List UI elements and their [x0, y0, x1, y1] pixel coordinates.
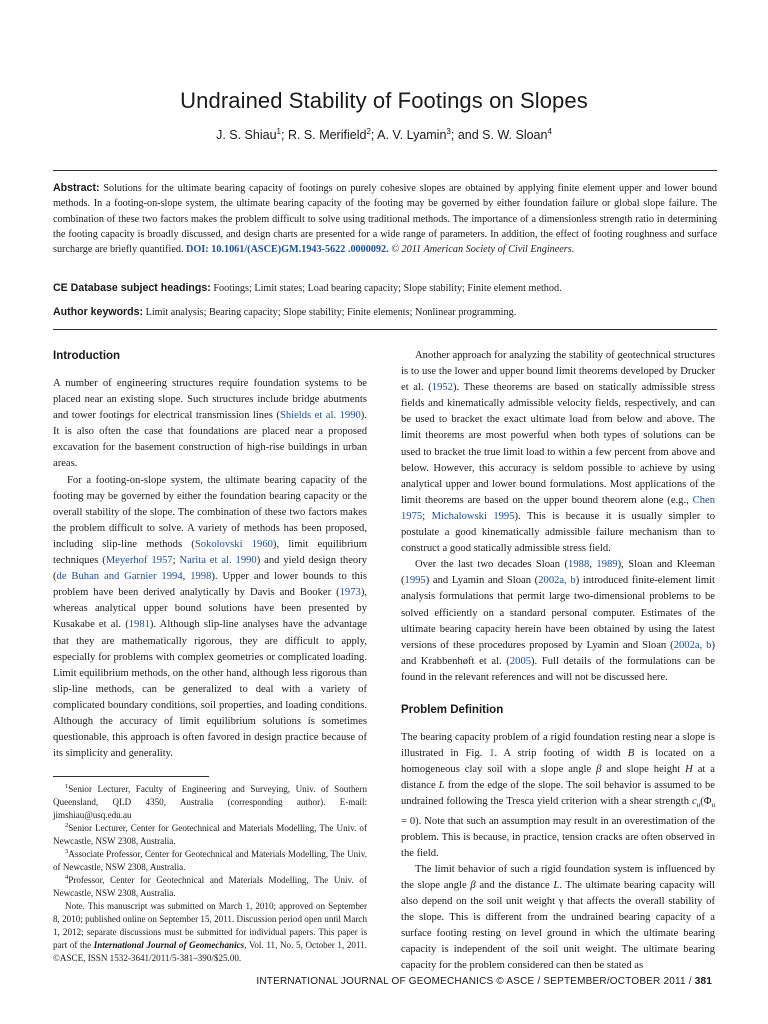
- footnote-divider: [53, 776, 209, 777]
- subject-headings-label: CE Database subject headings:: [53, 282, 211, 294]
- math-symbol: L: [553, 879, 560, 891]
- footnote-mark: 3: [65, 848, 69, 856]
- text-run: at a distance: [401, 764, 715, 792]
- citation-link[interactable]: 2005: [509, 655, 532, 667]
- text-run: Another approach for analyzing the stability of geotechnical structures is to use the lower and upper bound limit theorems developed by Drucker et al. (: [401, 350, 715, 394]
- math-symbol: (Φ: [700, 796, 712, 808]
- figure-link[interactable]: 1: [489, 748, 495, 760]
- paragraph: [401, 348, 715, 557]
- author-keywords: [53, 305, 717, 320]
- text-run: ) and Krabbenhøft et al. (: [401, 639, 716, 667]
- paper-title: Undrained Stability of Footings on Slopes: [180, 88, 588, 113]
- footnote-text: Senior Lecturer, Center for Geotechnical and Materials Modelling, The Univ. of Newcastle, NSW 2308, Australia.: [53, 823, 367, 847]
- text-run: Over the last two decades Sloan (: [415, 559, 569, 571]
- text-run: . A strip footing of width: [494, 748, 628, 760]
- text-run: ,: [182, 571, 191, 583]
- footnote: [53, 874, 367, 900]
- footnote-text: Professor, Center for Geotechnical and Materials Modelling, The Univ. of Newcastle, NSW 2308, Australia.: [53, 875, 367, 899]
- text-run: ). Although slip-line analyses have the advantage that they are mathematically rigorous, they are difficult to apply, especially for problems with complex geometries or complicated loading. Limit equilibrium methods, on the other hand, although less rigorous than slip-line methods, can be generalized to deal with a variety of complicated boundary conditions, soil properties, and loading conditions. Although the accuracy of limit equilibrium solutions is sometimes questionable, this approach is often favored in design practice because of its simplicity and generality.: [53, 619, 367, 760]
- copyright: © 2011 American Society of Civil Engineers.: [391, 244, 575, 256]
- subject-headings-text: Footings; Limit states; Load bearing capacity; Slope stability; Finite element method.: [213, 283, 562, 294]
- abstract-label: Abstract:: [53, 182, 100, 194]
- text-run: ;: [172, 555, 180, 567]
- text-run: Note. This manuscript was submitted on March 1, 2010; approved on September 8, 2010; published online on September 15, 2011. Discussion period open until March 1, 2012; separate discussions must be submitted for individual papers. This paper is part of the: [53, 901, 367, 951]
- footer-journal: INTERNATIONAL JOURNAL OF GEOMECHANICS © ASCE / SEPTEMBER/OCTOBER 2011 /: [256, 976, 695, 987]
- footnote-text: Senior Lecturer, Faculty of Engineering and Surveying, Univ. of Southern Queensland, QLD 4350, Australia (corresponding author). E-mail: jimshiau@usq.edu.au: [53, 784, 367, 821]
- manuscript-note: [53, 900, 367, 965]
- citation-link[interactable]: 1981: [128, 619, 150, 631]
- citation-link[interactable]: 1998: [190, 571, 212, 583]
- doi-link[interactable]: 10.1061/(ASCE)GM.1943-5622 .0000092.: [211, 244, 389, 256]
- text-run: ;: [422, 510, 432, 522]
- math-subscript: u: [711, 801, 715, 810]
- text-run: ), whereas analytical upper bound solutions have been presented by Kusakabe et al. (: [53, 587, 367, 631]
- text-run: is located on a homogeneous clay soil with a slope angle: [401, 748, 715, 776]
- paragraph: [401, 557, 715, 686]
- author-separator: ;: [280, 128, 288, 142]
- text-run: ) and Lyamin and Sloan (: [425, 575, 539, 587]
- math-symbol: H: [685, 764, 693, 776]
- math-symbol: β: [596, 764, 602, 776]
- math-symbol: L: [438, 780, 445, 792]
- text-run: ). These theorems are based on statically admissible stress fields and kinematically admissible velocity fields, respectively, and can be used to bracket the exact ultimate load from below and above. The limit theorems are most powerful when both types of solutions can be used to bracket the true limit load to within a few percent from above and below. However, this accuracy is seldom possible to achieve by using analytical upper and lower bound formulations. Most applications of the limit theorems are based on the upper bound theorem alone (e.g.,: [401, 382, 715, 506]
- journal-name: International Journal of Geomechanics: [93, 940, 245, 951]
- citation-link[interactable]: Meyerhof 1957: [105, 555, 173, 567]
- left-column: [53, 348, 367, 965]
- author-separator: ;: [370, 128, 378, 142]
- author-keywords-text: Limit analysis; Bearing capacity; Slope stability; Finite elements; Nonlinear programming.: [145, 307, 517, 318]
- author-mark: 4: [547, 126, 552, 136]
- paragraph: [53, 376, 367, 473]
- citation-link[interactable]: Narita et al. 1990: [179, 555, 257, 567]
- text-run: A number of engineering structures require foundation systems to be placed near an existing slope. Such structures include bridge abutments and tower footings for electrical transmission lines (: [53, 378, 367, 422]
- math-symbol: B: [627, 748, 635, 760]
- footnote-mark: 1: [65, 783, 69, 791]
- paragraph: [53, 473, 367, 763]
- text-run: . Note that such an assumption may result in an overestimation of the problem. This is because, in practice, tension cracks are often observed in the field.: [401, 815, 715, 859]
- citation-link[interactable]: de Buhan and Garnier 1994: [56, 571, 183, 583]
- math-subscript: u: [696, 801, 701, 810]
- author-name: A. V. Lyamin: [377, 128, 447, 142]
- author-list: [0, 128, 768, 142]
- citation-link[interactable]: 1989: [596, 559, 618, 571]
- citation-link[interactable]: Sokolovski 1960: [194, 538, 273, 550]
- citation-link[interactable]: 1952: [431, 382, 453, 394]
- footnote: [53, 822, 367, 848]
- text-run: ). It is also often the case that foundations are placed near a proposed excavation for the basement construction of high-rise buildings in urban areas.: [53, 410, 367, 470]
- author-keywords-label: Author keywords:: [53, 306, 144, 318]
- footnote-mark: 2: [65, 822, 69, 830]
- paragraph: [401, 862, 715, 975]
- citation-link[interactable]: 1995: [404, 575, 426, 587]
- section-heading-introduction: Introduction: [53, 350, 121, 362]
- citation-link[interactable]: 1988: [568, 559, 590, 571]
- text-run: ) introduced finite-element limit analysis formulations that permit large two-dimensional problems to be solved efficiently on a standard personal computer. Estimates of the ultimate bearing capacity herein have been obtained by using the latest versions of these procedures proposed by Lyamin and Sloan (: [401, 575, 716, 651]
- footnote: [53, 783, 367, 822]
- text-run: ,: [589, 559, 597, 571]
- text-run: ). Upper and lower bounds to this problem have been derived analytically by Davis and Booker (: [53, 571, 367, 599]
- text-run: The bearing capacity problem of a rigid foundation resting near a slope is illustrated in Fig.: [401, 731, 715, 760]
- section-heading-problem-definition: Problem Definition: [401, 703, 504, 716]
- footnote-mark: 4: [65, 874, 69, 882]
- right-column: [401, 348, 715, 974]
- subject-headings: [53, 281, 717, 296]
- citation-link[interactable]: Michalowski 1995: [431, 510, 515, 522]
- text-run: ). Full details of the formulations can be found in the relevant references and will not be discussed here.: [401, 655, 715, 683]
- text-run: ). This is because it is usually simpler to postulate a good kinematically admissible failure mechanism than to construct a good statically admissible stress field.: [401, 510, 716, 555]
- author-name: R. S. Merifield: [287, 128, 367, 142]
- footnote: [53, 848, 367, 874]
- math-symbol: β: [470, 879, 476, 891]
- author-mark: 2: [366, 126, 371, 136]
- citation-link[interactable]: 2002a, b: [538, 575, 576, 587]
- text-run: ), Sloan and Kleeman (: [401, 559, 715, 587]
- text-run: and the distance: [475, 879, 554, 891]
- text-run: The limit behavior of such a rigid foundation system is influenced by the slope angle: [401, 863, 715, 891]
- abstract-box: [53, 170, 717, 330]
- author-mark: 1: [276, 126, 281, 136]
- citation-link[interactable]: 2002a, b: [673, 639, 712, 651]
- author-mark: 3: [446, 126, 451, 136]
- citation-link[interactable]: Shields et al. 1990: [279, 410, 361, 422]
- abstract: [53, 181, 717, 257]
- math-symbol: = 0): [401, 815, 419, 827]
- footnote-text: Associate Professor, Center for Geotechnical and Materials Modelling, The Univ. of Newcastle, NSW 2308, Australia.: [53, 849, 367, 873]
- text-run: and slope height: [601, 764, 686, 776]
- text-run: ), limit equilibrium techniques (: [53, 538, 367, 567]
- text-run: ) and yield design theory (: [53, 555, 368, 583]
- doi-label: DOI:: [186, 244, 209, 256]
- text-run: . The ultimate bearing capacity will also depend on the soil unit weight γ that affects the overall stability of the slope. This is different from the undrained bearing capacity of a surface footing resting on level ground in which the ultimate bearing capacity is independent of the soil unit weight. The ultimate bearing capacity for the problem considered can then be stated as: [401, 879, 715, 972]
- citation-link[interactable]: Chen 1975: [401, 494, 715, 522]
- page-footer: [256, 976, 712, 987]
- paragraph: [401, 730, 715, 862]
- author-name: S. W. Sloan: [482, 128, 548, 142]
- abstract-text: Solutions for the ultimate bearing capacity of footings on purely cohesive slopes are obtained by applying finite element upper and lower bound methods. In a footing-on-slope system, the ultimate bearing capacity of the footing may be governed by either foundation failure or global slope failure. The combination of these two factors makes the problem difficult to solve using traditional methods. The importance of a dimensionless strength ratio in determining the footing capacity is broadly discussed, and design charts are presented for a wide range of parameters. In addition, the effect of footing roughness and surface surcharge are briefly quantified.: [53, 183, 718, 256]
- author-separator: ; and: [450, 128, 483, 142]
- text-run: , Vol. 11, No. 5, October 1, 2011. ©ASCE, ISSN 1532-3641/2011/5-381–390/$25.00.: [53, 940, 368, 964]
- text-run: from the edge of the slope. The soil behavior is assumed to be undrained following the Tresca yield criterion with a shear strength: [401, 780, 715, 808]
- author-name: J. S. Shiau: [216, 128, 277, 142]
- math-symbol: c: [692, 796, 697, 808]
- text-run: For a footing-on-slope system, the ultimate bearing capacity of the footing may be governed by either the foundation bearing capacity or the overall stability of the slope. The combination of these two factors makes the problem difficult to solve. A variety of methods has been proposed, including slip-line methods (: [53, 474, 367, 550]
- page-number: 381: [694, 976, 712, 987]
- citation-link[interactable]: 1973: [339, 587, 361, 599]
